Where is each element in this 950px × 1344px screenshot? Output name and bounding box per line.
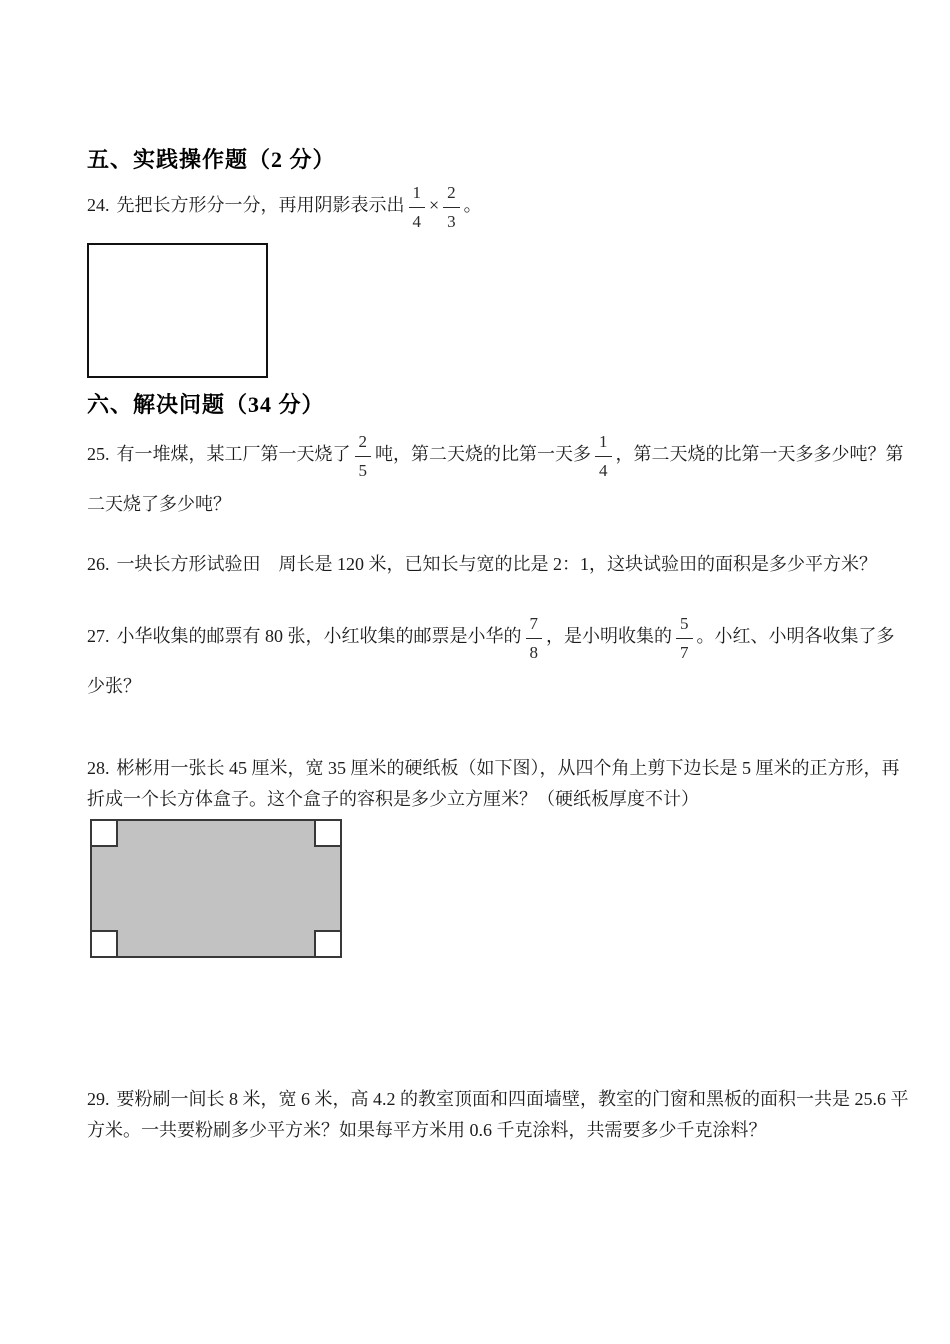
q28-corner-cut-square-bottom-right bbox=[314, 930, 342, 958]
question-29 bbox=[87, 1084, 911, 1146]
question-28 bbox=[87, 753, 911, 815]
question-29-text: 要粉刷一间长 8 米，宽 6 米，高 4.2 的教室顶面和四面墙壁，教室的门窗和黑板的面积一共是 25.6 平方米。一共要粉刷多少平方米？如果每平方米用 0.6 千克涂料，共需要多少千克涂料？ bbox=[87, 1089, 909, 1140]
q28-corner-cut-square-top-right bbox=[314, 819, 342, 847]
q28-corner-cut-square-bottom-left bbox=[90, 930, 118, 958]
fraction bbox=[676, 612, 693, 665]
question-25-number: 25. bbox=[87, 444, 110, 465]
q28-cardboard-figure bbox=[90, 819, 342, 958]
question-24-number: 24. bbox=[87, 195, 110, 216]
question-26-number: 26. bbox=[87, 554, 110, 574]
fraction-denominator: 5 bbox=[358, 460, 367, 480]
fraction-denominator: 8 bbox=[529, 642, 538, 662]
question-25-text: 有一堆煤，某工厂第一天烧了 $\frac{2}{5}$ 吨，第二天烧的比第一天多 $\frac{1}{4}$ ，第二天烧的比第一天多多少吨？第二天烧了多少吨？ bbox=[87, 432, 904, 514]
section-title-practice: 五、实践操作题（2 分） bbox=[87, 147, 336, 172]
fraction bbox=[595, 430, 612, 483]
fraction-numerator: 1 bbox=[595, 430, 612, 457]
question-29-number: 29. bbox=[87, 1089, 110, 1109]
question-27 bbox=[87, 612, 911, 707]
q24-blank-rectangle-figure bbox=[87, 243, 268, 378]
fraction bbox=[355, 430, 372, 483]
fraction-denominator: 3 bbox=[447, 211, 456, 231]
fraction-numerator: 5 bbox=[676, 612, 693, 639]
fraction-denominator: 7 bbox=[680, 642, 689, 662]
fraction-numerator: 2 bbox=[355, 430, 372, 457]
fraction-denominator: 4 bbox=[599, 460, 608, 480]
fraction bbox=[526, 612, 543, 665]
question-25 bbox=[87, 430, 911, 525]
question-27-text: 小华收集的邮票有 80 张，小红收集的邮票是小华的 $\frac{7}{8}$ ，是小明收集的 $\frac{5}{7}$ 。小红、小明各收集了多少张？ bbox=[87, 614, 895, 696]
question-28-text: 彬彬用一张长 45 厘米，宽 35 厘米的硬纸板（如下图），从四个角上剪下边长是 5 厘米的正方形，再折成一个长方体盒子。这个盒子的容积是多少立方厘米？（硬纸板厚度不计） bbox=[87, 758, 900, 809]
fraction-numerator: 7 bbox=[526, 612, 543, 639]
fraction-denominator: 4 bbox=[412, 211, 421, 231]
fraction bbox=[409, 181, 426, 234]
fraction-numerator: 2 bbox=[443, 181, 460, 208]
q28-corner-cut-square-top-left bbox=[90, 819, 118, 847]
question-24 bbox=[87, 181, 911, 234]
question-26-text: 一块长方形试验田 周长是 120 米，已知长与宽的比是 2：1，这块试验田的面积是多少平方米？ bbox=[116, 554, 877, 574]
fraction-numerator: 1 bbox=[409, 181, 426, 208]
question-24-text: 先把长方形分一分，再用阴影表示出 $\frac{1}{4}$ × $\frac{2}{3}$ 。 bbox=[117, 195, 482, 215]
fraction bbox=[443, 181, 460, 234]
question-27-number: 27. bbox=[87, 626, 110, 647]
section-title-solve: 六、解决问题（34 分） bbox=[87, 392, 325, 417]
question-28-number: 28. bbox=[87, 758, 110, 778]
question-26 bbox=[87, 549, 911, 580]
